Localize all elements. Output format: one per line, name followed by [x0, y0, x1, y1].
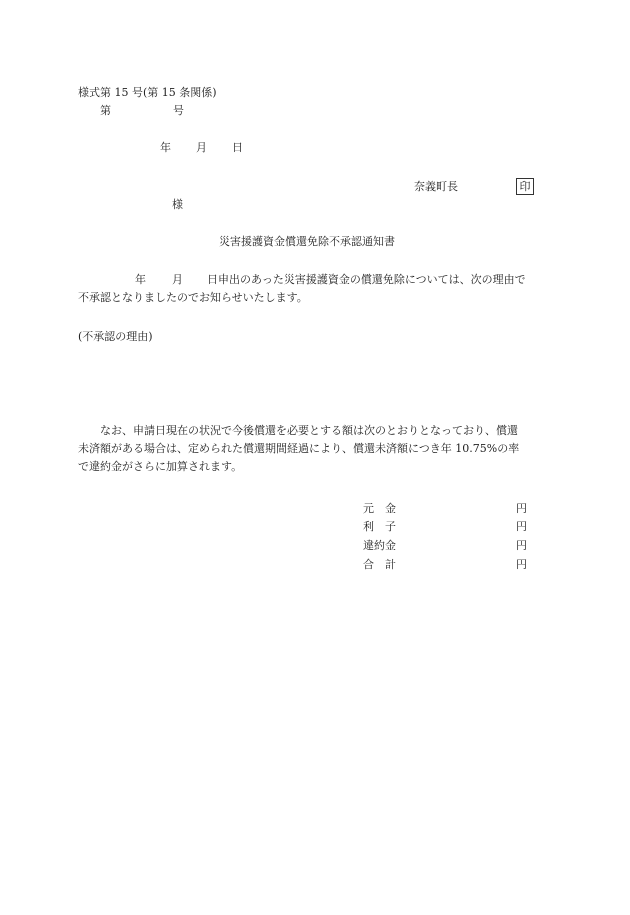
amount-label: 利 子: [363, 520, 396, 533]
intro-line-2: 不承認となりましたのでお知らせいたします。: [78, 291, 308, 304]
amount-row-penalty: [363, 537, 533, 555]
date-year-label: 年: [160, 141, 171, 154]
amount-row-principal: [363, 500, 533, 518]
amount-unit: 円: [516, 502, 527, 515]
intro-year-label: 年: [135, 273, 146, 286]
intro-month-label: 月: [172, 273, 183, 286]
document-title: 災害援護資金償還免除不承認通知書: [219, 235, 395, 248]
issuer-title: 奈義町長: [414, 180, 458, 193]
date-day-label: 日: [232, 141, 243, 154]
seal-mark: 印: [516, 178, 534, 195]
document-number-suffix: 号: [173, 104, 184, 117]
amount-unit: 円: [516, 558, 527, 571]
amount-unit: 円: [516, 520, 527, 533]
date-month-label: 月: [196, 141, 207, 154]
amount-label: 合 計: [363, 558, 396, 571]
notice-line-3: で違約金がさらに加算されます。: [78, 460, 243, 473]
notice-line-1: なお、申請日現在の状況で今後償還を必要とする額は次のとおりとなっており、償還: [100, 424, 518, 437]
document-number-prefix: 第: [100, 104, 111, 117]
addressee-suffix: 様: [172, 198, 183, 211]
intro-line-1: 日申出のあった災害援護資金の償還免除については、次の理由で: [207, 273, 526, 286]
notice-paragraph: [78, 422, 558, 476]
intro-paragraph: [78, 271, 558, 307]
form-reference: 様式第 15 号(第 15 条関係): [78, 86, 217, 99]
amount-row-interest: [363, 518, 533, 536]
notice-line-2: 未済額がある場合は、定められた償還期間経過により、償還未済額につき年 10.75%の率: [78, 442, 520, 455]
amount-unit: 円: [516, 539, 527, 552]
amount-row-total: [363, 556, 533, 574]
amount-label: 違約金: [363, 539, 396, 552]
amount-label: 元 金: [363, 502, 396, 515]
reason-heading: (不承認の理由): [78, 330, 153, 343]
